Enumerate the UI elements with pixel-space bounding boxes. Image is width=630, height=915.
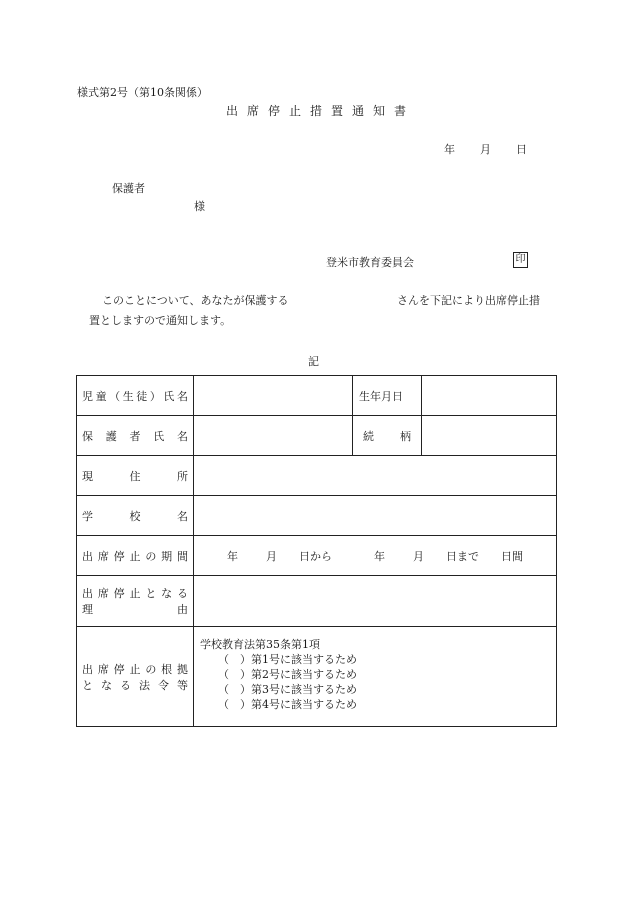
issuer-name: 登米市教育委員会 xyxy=(326,256,414,269)
school-label: 学校名 xyxy=(77,496,194,536)
reason-label: 出席停止となる 理由 xyxy=(77,576,194,627)
date-month: 月 xyxy=(480,143,491,156)
row-school xyxy=(77,496,557,536)
body-text-line1b: さんを下記により出席停止措 xyxy=(397,294,540,307)
notice-table xyxy=(76,375,557,727)
address-field[interactable] xyxy=(194,456,557,496)
birthdate-field[interactable] xyxy=(422,376,557,416)
guardian-name-label: 保護者氏名 xyxy=(77,416,194,456)
period-text: 年 月 日から 年 月 日まで 日間 xyxy=(227,549,523,563)
guardian-label: 保護者 xyxy=(112,182,145,195)
row-period xyxy=(77,536,557,576)
law-basis-field xyxy=(194,627,557,727)
period-field[interactable] xyxy=(194,536,557,576)
ki-heading: 記 xyxy=(308,355,319,368)
law-item-1[interactable]: （ ）第1号に該当するため xyxy=(218,653,357,666)
row-basis xyxy=(77,627,557,727)
school-field[interactable] xyxy=(194,496,557,536)
row-reason xyxy=(77,576,557,627)
body-text-line1a: このことについて、あなたが保護する xyxy=(102,294,289,307)
relation-label: 続柄 xyxy=(353,416,422,456)
birthdate-label: 生年月日 xyxy=(353,376,422,416)
date-year: 年 xyxy=(444,143,455,156)
seal-mark: 印 xyxy=(513,252,528,268)
row-guardian xyxy=(77,416,557,456)
student-name-label: 児童（生徒）氏名 xyxy=(77,376,194,416)
honorific: 様 xyxy=(194,200,205,213)
guardian-name-field[interactable] xyxy=(194,416,353,456)
law-heading: 学校教育法第35条第1項 xyxy=(200,638,320,651)
law-item-2[interactable]: （ ）第2号に該当するため xyxy=(218,668,357,681)
date-day: 日 xyxy=(516,143,527,156)
law-item-3[interactable]: （ ）第3号に該当するため xyxy=(218,683,357,696)
period-label: 出席停止の期間 xyxy=(77,536,194,576)
law-item-4[interactable]: （ ）第4号に該当するため xyxy=(218,698,357,711)
form-id: 様式第2号（第10条関係） xyxy=(77,86,208,99)
row-student xyxy=(77,376,557,416)
reason-field[interactable] xyxy=(194,576,557,627)
relation-field[interactable] xyxy=(422,416,557,456)
document-title: 出席停止措置通知書 xyxy=(226,104,416,118)
student-name-field[interactable] xyxy=(194,376,353,416)
address-label: 現住所 xyxy=(77,456,194,496)
body-text-line2: 置としますので通知します。 xyxy=(89,314,232,327)
basis-label: 出席停止の根拠 となる法令等 xyxy=(77,627,194,727)
row-address xyxy=(77,456,557,496)
